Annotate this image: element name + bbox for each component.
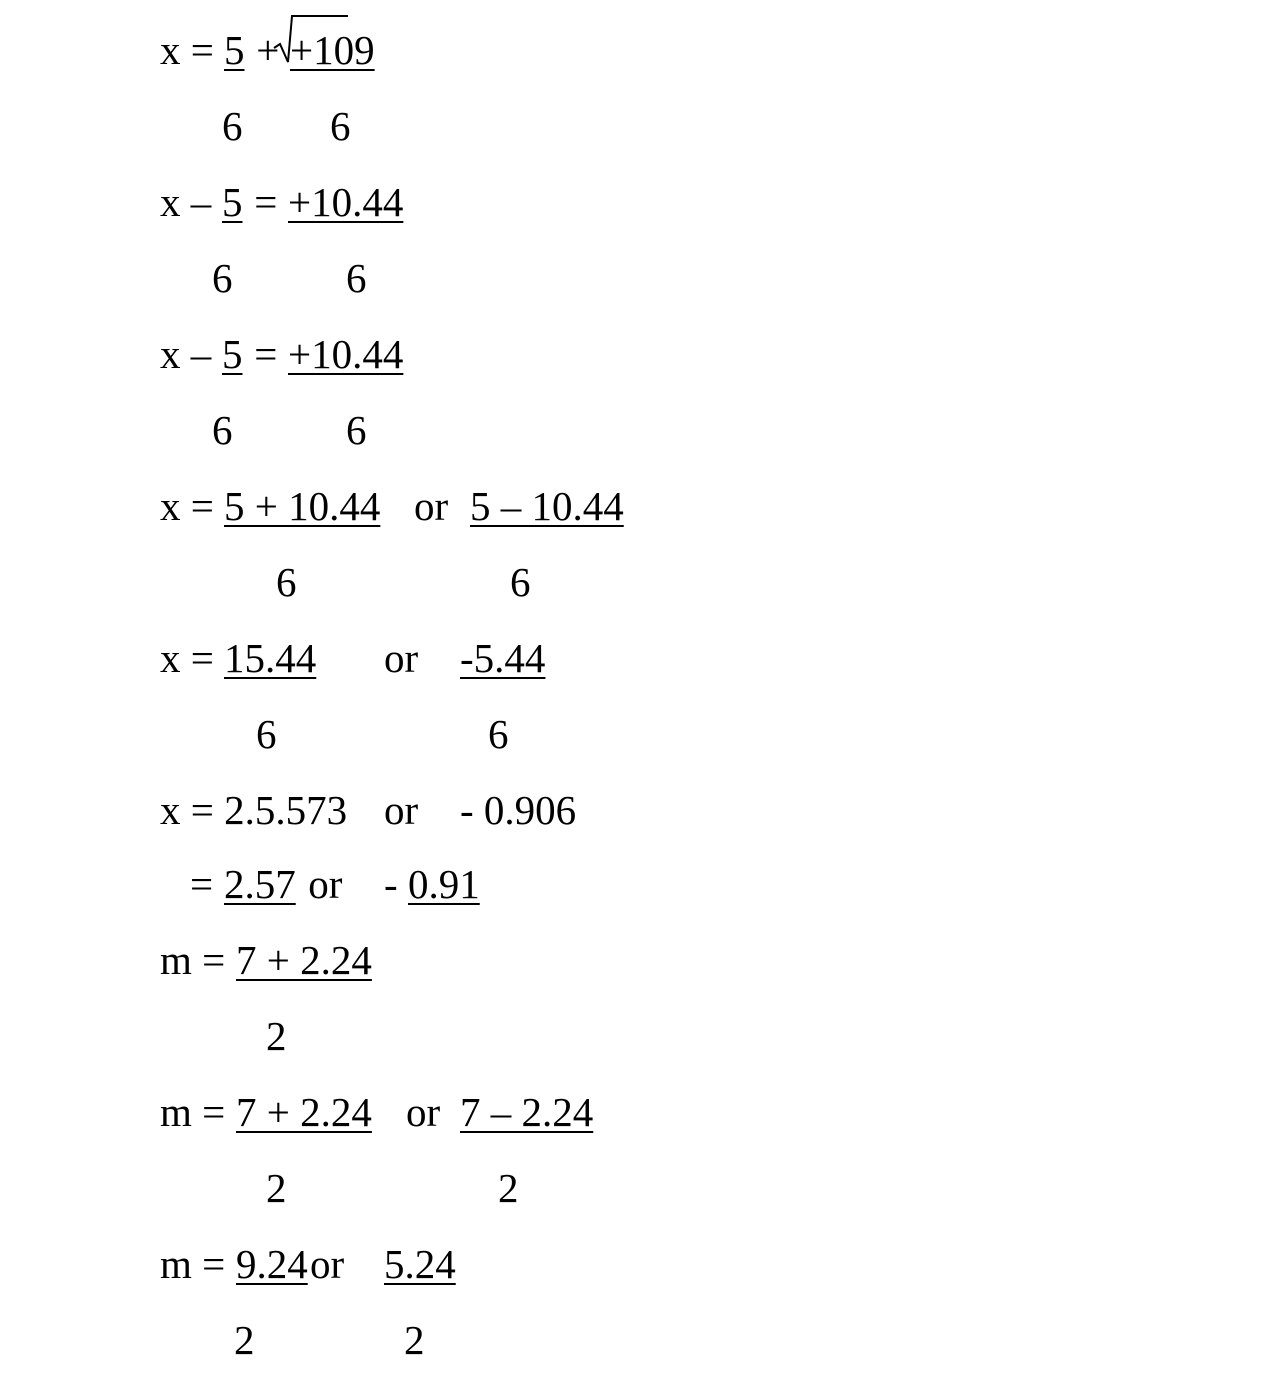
equation-line <box>0 27 1275 106</box>
answer: 2.57 <box>224 861 296 907</box>
equation-text: + <box>246 27 290 73</box>
denominator: 2 <box>266 1165 287 1211</box>
denominator-line <box>0 1317 1275 1396</box>
numerator: +10.44 <box>288 179 404 225</box>
denominator: 6 <box>222 103 243 149</box>
denominator: 6 <box>346 407 367 453</box>
denominator-line <box>0 1013 1275 1092</box>
equation-text: x – <box>160 179 222 225</box>
numerator: 5 – 10.44 <box>470 483 624 529</box>
denominator: 6 <box>510 559 531 605</box>
numerator: -5.44 <box>460 635 546 681</box>
equation-line <box>0 483 1275 562</box>
numerator: 5 <box>224 27 245 73</box>
denominator: 6 <box>488 711 509 757</box>
equation-text: x = <box>160 483 225 529</box>
or-text: or <box>384 635 419 681</box>
equation-line <box>0 937 1275 1016</box>
denominator: 6 <box>346 255 367 301</box>
denominator: 2 <box>498 1165 519 1211</box>
numerator: 7 + 2.24 <box>236 937 372 983</box>
denominator: 2 <box>266 1013 287 1059</box>
or-text: or <box>310 1241 345 1287</box>
square-root-icon <box>272 14 350 70</box>
equation-text: = <box>190 861 224 907</box>
denominator: 2 <box>404 1317 425 1363</box>
denominator: 6 <box>256 711 277 757</box>
or-text: or <box>406 1089 441 1135</box>
equation-line <box>0 861 1275 940</box>
or-text: or <box>298 861 343 907</box>
or-text: or <box>414 483 449 529</box>
numerator: 9.24 <box>236 1241 308 1287</box>
denominator-line <box>0 255 1275 334</box>
numerator: 7 + 2.24 <box>236 1089 372 1135</box>
numerator: 5.24 <box>384 1241 456 1287</box>
equation-text: = <box>244 331 288 377</box>
numerator: 7 – 2.24 <box>460 1089 594 1135</box>
denominator: 6 <box>276 559 297 605</box>
equation-line <box>0 1241 1275 1320</box>
denominator-line <box>0 559 1275 638</box>
equation-line <box>0 179 1275 258</box>
equation-line <box>0 331 1275 410</box>
equation-text: x – <box>160 331 222 377</box>
equation-text: - <box>384 861 408 907</box>
denominator: 6 <box>330 103 351 149</box>
equation-text: m = <box>160 937 236 983</box>
numerator: +109 <box>290 27 375 73</box>
denominator-line <box>0 407 1275 486</box>
denominator-line <box>0 711 1275 790</box>
equation-text: - 0.906 <box>460 787 577 833</box>
denominator: 6 <box>212 407 233 453</box>
equation-text: m = <box>160 1241 236 1287</box>
numerator: 5 <box>222 179 243 225</box>
equation-text: x = <box>160 635 225 681</box>
or-text: or <box>384 787 419 833</box>
denominator: 6 <box>212 255 233 301</box>
denominator-line <box>0 103 1275 182</box>
equation-text: x = <box>160 27 225 73</box>
equation-text: m = <box>160 1089 236 1135</box>
numerator: +10.44 <box>288 331 404 377</box>
denominator: 2 <box>234 1317 255 1363</box>
equation-text: x = 2.5.573 <box>160 787 348 833</box>
numerator: 15.44 <box>224 635 317 681</box>
answer: 0.91 <box>408 861 480 907</box>
denominator-line <box>0 1165 1275 1244</box>
numerator: 5 <box>222 331 243 377</box>
equation-line <box>0 787 1275 866</box>
equation-text: = <box>244 179 288 225</box>
equation-line <box>0 1089 1275 1168</box>
numerator: 5 + 10.44 <box>224 483 381 529</box>
equation-line <box>0 635 1275 714</box>
